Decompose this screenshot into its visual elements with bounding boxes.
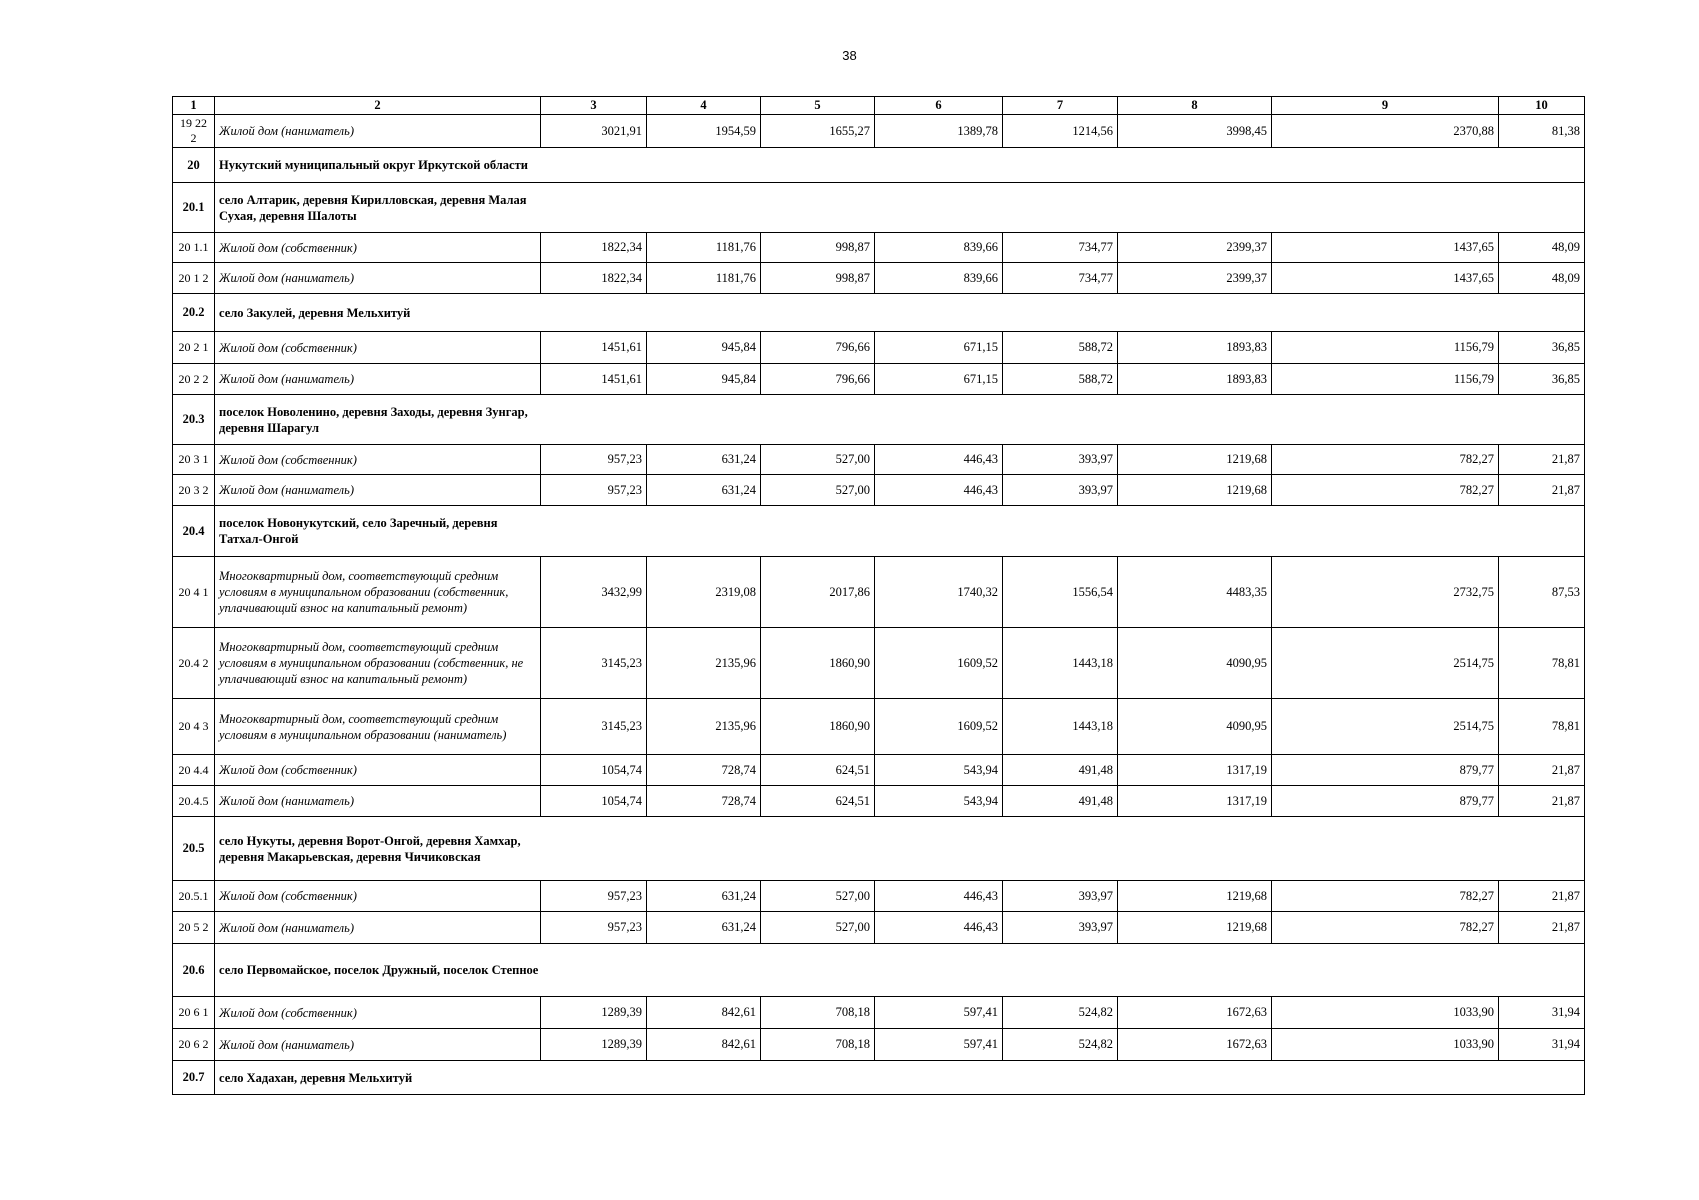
section-title: село Нукуты, деревня Ворот-Онгой, деревня Хамхар, деревня Макарьевская, деревня Чичиковская	[219, 833, 521, 864]
section-row	[173, 183, 1585, 233]
value-cell: 1672,63	[1118, 1029, 1272, 1061]
value-cell: 1672,63	[1118, 997, 1272, 1029]
column-header: 7	[1003, 97, 1118, 115]
section-title-cell	[215, 395, 1585, 445]
table-row	[173, 557, 1585, 628]
value-cell: 782,27	[1272, 475, 1499, 506]
section-code: 20	[173, 148, 215, 183]
table-row	[173, 115, 1585, 148]
table-row	[173, 881, 1585, 912]
table-row	[173, 263, 1585, 294]
row-code: 20 2 1	[173, 332, 215, 364]
row-code: 20 3 1	[173, 445, 215, 475]
value-cell: 1451,61	[541, 332, 647, 364]
table-row	[173, 1029, 1585, 1061]
value-cell: 782,27	[1272, 912, 1499, 944]
value-cell: 1389,78	[875, 115, 1003, 148]
value-cell: 1443,18	[1003, 699, 1118, 755]
value-cell: 728,74	[647, 755, 761, 786]
value-cell: 708,18	[761, 1029, 875, 1061]
column-header: 8	[1118, 97, 1272, 115]
section-title-cell	[215, 1061, 1585, 1095]
value-cell: 588,72	[1003, 332, 1118, 364]
value-cell: 3021,91	[541, 115, 647, 148]
value-cell: 1954,59	[647, 115, 761, 148]
value-cell: 4090,95	[1118, 628, 1272, 699]
section-row	[173, 944, 1585, 997]
column-header: 5	[761, 97, 875, 115]
value-cell: 78,81	[1499, 628, 1585, 699]
value-cell: 491,48	[1003, 786, 1118, 817]
value-cell: 1289,39	[541, 997, 647, 1029]
section-title: Нукутский муниципальный округ Иркутской области	[219, 158, 528, 172]
value-cell: 1556,54	[1003, 557, 1118, 628]
value-cell: 2135,96	[647, 699, 761, 755]
value-cell: 527,00	[761, 475, 875, 506]
section-code: 20.4	[173, 506, 215, 557]
section-row	[173, 148, 1585, 183]
value-cell: 31,94	[1499, 1029, 1585, 1061]
value-cell: 1437,65	[1272, 263, 1499, 294]
value-cell: 1181,76	[647, 233, 761, 263]
row-description: Жилой дом (наниматель)	[215, 912, 541, 944]
section-title-cell	[215, 506, 1585, 557]
value-cell: 879,77	[1272, 786, 1499, 817]
value-cell: 1893,83	[1118, 332, 1272, 364]
tariff-table	[172, 96, 1585, 1095]
row-code: 20 6 1	[173, 997, 215, 1029]
column-header: 3	[541, 97, 647, 115]
row-description: Жилой дом (собственник)	[215, 233, 541, 263]
value-cell: 393,97	[1003, 445, 1118, 475]
value-cell: 1156,79	[1272, 332, 1499, 364]
value-cell: 796,66	[761, 364, 875, 395]
table-row	[173, 332, 1585, 364]
value-cell: 842,61	[647, 997, 761, 1029]
value-cell: 21,87	[1499, 475, 1585, 506]
value-cell: 1181,76	[647, 263, 761, 294]
value-cell: 2319,08	[647, 557, 761, 628]
value-cell: 393,97	[1003, 912, 1118, 944]
section-title-cell	[215, 148, 1585, 183]
value-cell: 446,43	[875, 881, 1003, 912]
value-cell: 879,77	[1272, 755, 1499, 786]
value-cell: 2399,37	[1118, 263, 1272, 294]
row-description: Жилой дом (собственник)	[215, 332, 541, 364]
value-cell: 2370,88	[1272, 115, 1499, 148]
value-cell: 48,09	[1499, 263, 1585, 294]
table-row	[173, 755, 1585, 786]
row-description: Многоквартирный дом, соответствующий средним условиям в муниципальном образовании (наниматель)	[215, 699, 541, 755]
value-cell: 36,85	[1499, 332, 1585, 364]
table-row	[173, 445, 1585, 475]
section-code: 20.3	[173, 395, 215, 445]
value-cell: 48,09	[1499, 233, 1585, 263]
table-row	[173, 786, 1585, 817]
value-cell: 1451,61	[541, 364, 647, 395]
value-cell: 527,00	[761, 912, 875, 944]
table-row	[173, 233, 1585, 263]
value-cell: 31,94	[1499, 997, 1585, 1029]
section-title-cell	[215, 294, 1585, 332]
section-title: село Алтарик, деревня Кирилловская, деревня Малая Сухая, деревня Шалоты	[219, 192, 527, 223]
value-cell: 1054,74	[541, 786, 647, 817]
value-cell: 543,94	[875, 786, 1003, 817]
value-cell: 21,87	[1499, 912, 1585, 944]
column-header: 9	[1272, 97, 1499, 115]
value-cell: 81,38	[1499, 115, 1585, 148]
table-row	[173, 628, 1585, 699]
row-description: Жилой дом (собственник)	[215, 755, 541, 786]
value-cell: 524,82	[1003, 1029, 1118, 1061]
section-title-cell	[215, 183, 1585, 233]
value-cell: 1893,83	[1118, 364, 1272, 395]
value-cell: 839,66	[875, 263, 1003, 294]
value-cell: 782,27	[1272, 445, 1499, 475]
value-cell: 3432,99	[541, 557, 647, 628]
row-code: 20.4 2	[173, 628, 215, 699]
value-cell: 1822,34	[541, 263, 647, 294]
value-cell: 446,43	[875, 912, 1003, 944]
row-code: 20.5.1	[173, 881, 215, 912]
page-number: 38	[842, 48, 857, 63]
row-code: 20.4.5	[173, 786, 215, 817]
value-cell: 796,66	[761, 332, 875, 364]
table-body	[173, 97, 1585, 1095]
value-cell: 842,61	[647, 1029, 761, 1061]
value-cell: 1609,52	[875, 699, 1003, 755]
value-cell: 2514,75	[1272, 699, 1499, 755]
row-code: 19 22 2	[173, 115, 215, 148]
section-code: 20.2	[173, 294, 215, 332]
row-code: 20 1.1	[173, 233, 215, 263]
row-description: Многоквартирный дом, соответствующий средним условиям в муниципальном образовании (собственник, уплачивающий взнос на капитальный ремонт)	[215, 557, 541, 628]
value-cell: 1437,65	[1272, 233, 1499, 263]
value-cell: 2017,86	[761, 557, 875, 628]
value-cell: 945,84	[647, 364, 761, 395]
value-cell: 734,77	[1003, 263, 1118, 294]
row-description: Жилой дом (собственник)	[215, 881, 541, 912]
section-title-cell	[215, 944, 1585, 997]
value-cell: 527,00	[761, 881, 875, 912]
row-description: Многоквартирный дом, соответствующий средним условиям в муниципальном образовании (собственник, не уплачивающий взнос на капитальный ремонт)	[215, 628, 541, 699]
header-row	[173, 97, 1585, 115]
value-cell: 957,23	[541, 912, 647, 944]
column-header: 6	[875, 97, 1003, 115]
value-cell: 624,51	[761, 786, 875, 817]
value-cell: 491,48	[1003, 755, 1118, 786]
value-cell: 4090,95	[1118, 699, 1272, 755]
value-cell: 957,23	[541, 881, 647, 912]
row-description: Жилой дом (наниматель)	[215, 475, 541, 506]
value-cell: 631,24	[647, 445, 761, 475]
value-cell: 543,94	[875, 755, 1003, 786]
row-code: 20 1 2	[173, 263, 215, 294]
value-cell: 3145,23	[541, 628, 647, 699]
value-cell: 3145,23	[541, 699, 647, 755]
value-cell: 21,87	[1499, 755, 1585, 786]
value-cell: 1289,39	[541, 1029, 647, 1061]
value-cell: 78,81	[1499, 699, 1585, 755]
value-cell: 671,15	[875, 364, 1003, 395]
table-row	[173, 364, 1585, 395]
column-header: 10	[1499, 97, 1585, 115]
row-code: 20 4 1	[173, 557, 215, 628]
value-cell: 734,77	[1003, 233, 1118, 263]
value-cell: 624,51	[761, 755, 875, 786]
value-cell: 36,85	[1499, 364, 1585, 395]
section-code: 20.1	[173, 183, 215, 233]
value-cell: 957,23	[541, 445, 647, 475]
table-row	[173, 912, 1585, 944]
section-row	[173, 817, 1585, 881]
value-cell: 631,24	[647, 912, 761, 944]
column-header: 2	[215, 97, 541, 115]
section-row	[173, 395, 1585, 445]
value-cell: 446,43	[875, 475, 1003, 506]
row-code: 20 4.4	[173, 755, 215, 786]
value-cell: 998,87	[761, 263, 875, 294]
section-title: село Хадахан, деревня Мельхитуй	[219, 1070, 413, 1085]
value-cell: 1219,68	[1118, 475, 1272, 506]
value-cell: 3998,45	[1118, 115, 1272, 148]
value-cell: 1609,52	[875, 628, 1003, 699]
row-description: Жилой дом (собственник)	[215, 997, 541, 1029]
value-cell: 1219,68	[1118, 445, 1272, 475]
value-cell: 957,23	[541, 475, 647, 506]
section-title: поселок Новонукутский, село Заречный, деревня Татхал-Онгой	[219, 516, 498, 546]
row-description: Жилой дом (наниматель)	[215, 1029, 541, 1061]
value-cell: 393,97	[1003, 881, 1118, 912]
value-cell: 1317,19	[1118, 786, 1272, 817]
row-description: Жилой дом (наниматель)	[215, 263, 541, 294]
section-title: село Первомайское, поселок Дружный, поселок Степное	[219, 963, 539, 977]
value-cell: 1860,90	[761, 699, 875, 755]
section-code: 20.6	[173, 944, 215, 997]
row-description: Жилой дом (собственник)	[215, 445, 541, 475]
value-cell: 87,53	[1499, 557, 1585, 628]
row-description: Жилой дом (наниматель)	[215, 364, 541, 395]
value-cell: 728,74	[647, 786, 761, 817]
value-cell: 1822,34	[541, 233, 647, 263]
value-cell: 1860,90	[761, 628, 875, 699]
value-cell: 1443,18	[1003, 628, 1118, 699]
column-header: 4	[647, 97, 761, 115]
row-description: Жилой дом (наниматель)	[215, 115, 541, 148]
row-code: 20 5 2	[173, 912, 215, 944]
value-cell: 839,66	[875, 233, 1003, 263]
section-title: село Закулей, деревня Мельхитуй	[219, 305, 411, 320]
value-cell: 631,24	[647, 475, 761, 506]
value-cell: 708,18	[761, 997, 875, 1029]
table-row	[173, 997, 1585, 1029]
section-code: 20.7	[173, 1061, 215, 1095]
table-row	[173, 699, 1585, 755]
value-cell: 945,84	[647, 332, 761, 364]
value-cell: 597,41	[875, 1029, 1003, 1061]
value-cell: 597,41	[875, 997, 1003, 1029]
value-cell: 1033,90	[1272, 1029, 1499, 1061]
value-cell: 1033,90	[1272, 997, 1499, 1029]
value-cell: 588,72	[1003, 364, 1118, 395]
table-row	[173, 475, 1585, 506]
value-cell: 21,87	[1499, 881, 1585, 912]
value-cell: 1740,32	[875, 557, 1003, 628]
row-description: Жилой дом (наниматель)	[215, 786, 541, 817]
row-code: 20 4 3	[173, 699, 215, 755]
value-cell: 1054,74	[541, 755, 647, 786]
value-cell: 1219,68	[1118, 912, 1272, 944]
value-cell: 4483,35	[1118, 557, 1272, 628]
value-cell: 1156,79	[1272, 364, 1499, 395]
value-cell: 446,43	[875, 445, 1003, 475]
value-cell: 1214,56	[1003, 115, 1118, 148]
value-cell: 671,15	[875, 332, 1003, 364]
value-cell: 1219,68	[1118, 881, 1272, 912]
value-cell: 21,87	[1499, 786, 1585, 817]
value-cell: 2514,75	[1272, 628, 1499, 699]
value-cell: 631,24	[647, 881, 761, 912]
section-title-cell	[215, 817, 1585, 881]
value-cell: 1655,27	[761, 115, 875, 148]
value-cell: 527,00	[761, 445, 875, 475]
row-code: 20 3 2	[173, 475, 215, 506]
value-cell: 1317,19	[1118, 755, 1272, 786]
row-code: 20 2 2	[173, 364, 215, 395]
section-row	[173, 506, 1585, 557]
column-header: 1	[173, 97, 215, 115]
value-cell: 393,97	[1003, 475, 1118, 506]
value-cell: 2135,96	[647, 628, 761, 699]
value-cell: 2399,37	[1118, 233, 1272, 263]
value-cell: 782,27	[1272, 881, 1499, 912]
row-code: 20 6 2	[173, 1029, 215, 1061]
section-row	[173, 1061, 1585, 1095]
value-cell: 524,82	[1003, 997, 1118, 1029]
value-cell: 2732,75	[1272, 557, 1499, 628]
value-cell: 998,87	[761, 233, 875, 263]
section-code: 20.5	[173, 817, 215, 881]
section-row	[173, 294, 1585, 332]
section-title: поселок Новоленино, деревня Заходы, деревня Зунгар, деревня Шарагул	[219, 404, 528, 435]
value-cell: 21,87	[1499, 445, 1585, 475]
